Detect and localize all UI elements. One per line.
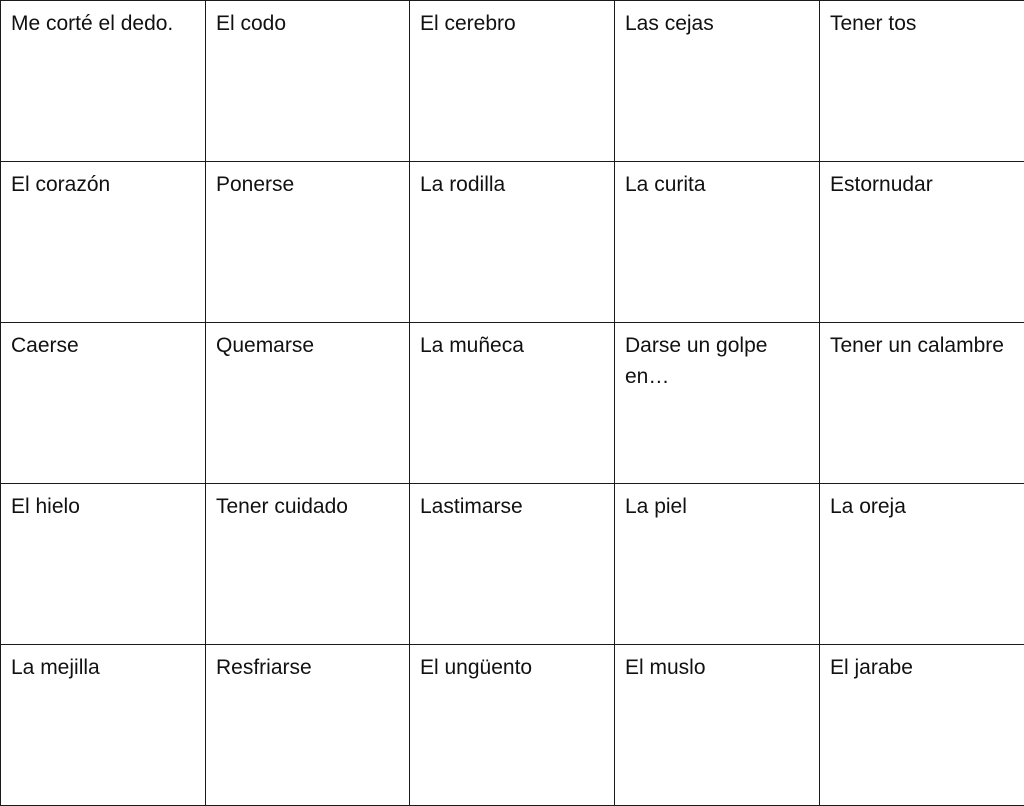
grid-row xyxy=(1,645,1024,806)
grid-cell: El ungüento xyxy=(410,645,615,806)
grid-cell: Resfriarse xyxy=(206,645,410,806)
grid-row xyxy=(1,484,1024,645)
grid-cell: La oreja xyxy=(820,484,1024,645)
grid-cell: Tener tos xyxy=(820,1,1024,162)
grid-cell: Tener un calambre xyxy=(820,323,1024,484)
grid-cell: La curita xyxy=(615,162,820,323)
grid-cell: Caerse xyxy=(1,323,206,484)
grid-cell: Lastimarse xyxy=(410,484,615,645)
grid-cell: Tener cuidado xyxy=(206,484,410,645)
grid-cell: Estornudar xyxy=(820,162,1024,323)
grid-row xyxy=(1,323,1024,484)
grid-cell: Quemarse xyxy=(206,323,410,484)
grid-cell: La mejilla xyxy=(1,645,206,806)
grid-row xyxy=(1,162,1024,323)
grid-cell: El cerebro xyxy=(410,1,615,162)
grid-cell: Darse un golpe en… xyxy=(615,323,820,484)
grid-cell: El jarabe xyxy=(820,645,1024,806)
grid-cell: La muñeca xyxy=(410,323,615,484)
grid-cell: El muslo xyxy=(615,645,820,806)
grid-cell: El hielo xyxy=(1,484,206,645)
grid-cell: Me corté el dedo. xyxy=(1,1,206,162)
grid-cell: El corazón xyxy=(1,162,206,323)
grid-cell: Las cejas xyxy=(615,1,820,162)
grid-cell: El codo xyxy=(206,1,410,162)
grid-cell: Ponerse xyxy=(206,162,410,323)
grid-cell: La piel xyxy=(615,484,820,645)
grid-row xyxy=(1,1,1024,162)
grid-cell: La rodilla xyxy=(410,162,615,323)
